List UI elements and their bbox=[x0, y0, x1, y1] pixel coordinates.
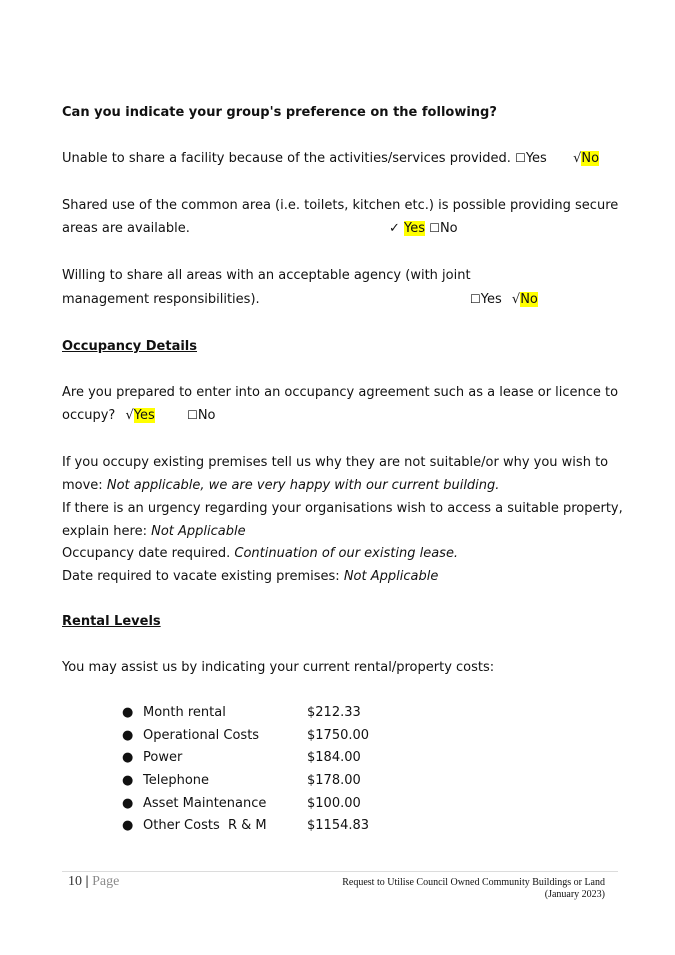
cost-value: $1154.83 bbox=[307, 818, 370, 834]
section-heading-rental: Rental Levels bbox=[62, 614, 161, 629]
footer-divider bbox=[62, 871, 618, 872]
existing-premises-line1: If you occupy existing premises tell us why they are not suitable/or why you wish to bbox=[62, 455, 609, 470]
cost-label: Power bbox=[143, 750, 183, 766]
question-occupancy-line2 bbox=[62, 404, 622, 427]
option-yes: Yes bbox=[525, 151, 547, 166]
footer-document-title: Request to Utilise Council Owned Community Buildings or Land bbox=[342, 877, 605, 888]
page-separator: | bbox=[85, 874, 89, 889]
question-text: Unable to share a facility because of the activities/services provided. bbox=[62, 151, 511, 166]
urgency-prefix: explain here: bbox=[62, 524, 147, 539]
checkmark-icon: ✓ bbox=[389, 221, 400, 236]
vacate-date bbox=[62, 565, 622, 588]
question-text: areas are available. bbox=[62, 221, 190, 236]
cost-value: $1750.00 bbox=[307, 727, 370, 743]
option-no: No bbox=[439, 221, 458, 236]
page-label: Page bbox=[92, 874, 120, 889]
bullet-icon: ● bbox=[122, 727, 134, 743]
bullet-icon: ● bbox=[122, 750, 134, 766]
checkmark-icon: √ bbox=[573, 151, 582, 166]
rental-intro: You may assist us by indicating your current rental/property costs: bbox=[62, 660, 495, 675]
checkbox-unchecked-icon[interactable]: ☐ bbox=[429, 221, 440, 235]
cost-value: $178.00 bbox=[307, 773, 361, 789]
cost-value: $184.00 bbox=[307, 750, 361, 766]
cost-label: Other Costs R & M bbox=[143, 818, 267, 834]
question-common-area-line2 bbox=[62, 217, 622, 240]
bullet-icon: ● bbox=[122, 705, 134, 720]
checkbox-unchecked-icon[interactable]: ☐ bbox=[515, 151, 526, 165]
bullet-icon: ● bbox=[122, 773, 134, 789]
checkbox-unchecked-icon[interactable]: ☐ bbox=[187, 408, 198, 422]
question-share-facility bbox=[62, 147, 622, 170]
option-no: No bbox=[197, 408, 216, 423]
checkmark-icon: √ bbox=[125, 408, 134, 423]
vacate-date-prefix: Date required to vacate existing premises: bbox=[62, 569, 340, 584]
occupancy-date-answer: Continuation of our existing lease. bbox=[234, 546, 459, 561]
question-occupancy-line1: Are you prepared to enter into an occupancy agreement such as a lease or licence to bbox=[62, 385, 619, 400]
section-heading-occupancy: Occupancy Details bbox=[62, 339, 198, 354]
cost-label: Asset Maintenance bbox=[143, 795, 267, 811]
cost-label: Month rental bbox=[143, 705, 226, 720]
section-heading-preference: Can you indicate your group's preference on the following? bbox=[62, 105, 497, 120]
vacate-date-answer: Not Applicable bbox=[343, 569, 439, 584]
cost-value: $100.00 bbox=[307, 795, 361, 811]
option-yes-selected: Yes bbox=[133, 408, 155, 423]
option-no-selected: No bbox=[520, 292, 538, 307]
checkmark-icon: √ bbox=[511, 292, 521, 307]
cost-value: $212.33 bbox=[307, 705, 361, 720]
urgency-line1: If there is an urgency regarding your organisations wish to access a suitable property, bbox=[62, 501, 623, 516]
urgency-answer: Not Applicable bbox=[151, 524, 246, 539]
cost-label: Telephone bbox=[143, 773, 210, 789]
footer-document-info bbox=[342, 877, 605, 901]
existing-premises-answer: Not applicable, we are very happy with our current building. bbox=[106, 478, 500, 493]
cost-label: Operational Costs bbox=[143, 727, 260, 743]
option-yes-selected: Yes bbox=[404, 221, 426, 236]
urgency-line2 bbox=[62, 520, 622, 543]
occupancy-date-prefix: Occupancy date required. bbox=[62, 546, 231, 561]
question-share-all-line2 bbox=[62, 288, 622, 311]
existing-premises-prefix: move: bbox=[62, 478, 103, 493]
checkbox-unchecked-icon[interactable]: ☐ bbox=[470, 292, 481, 306]
option-no-selected: No bbox=[581, 151, 600, 166]
question-common-area-line1: Shared use of the common area (i.e. toilets, kitchen etc.) is possible providing secure bbox=[62, 198, 619, 213]
existing-premises-line2 bbox=[62, 474, 622, 497]
bullet-icon: ● bbox=[122, 818, 134, 834]
question-share-all-line1: Willing to share all areas with an acceptable agency (with joint bbox=[62, 268, 471, 283]
question-text: occupy? bbox=[62, 408, 116, 423]
page-number-value: 10 bbox=[68, 874, 82, 889]
bullet-icon: ● bbox=[122, 795, 134, 811]
page-number bbox=[68, 873, 119, 891]
option-yes: Yes bbox=[480, 292, 502, 307]
footer-document-date: (January 2023) bbox=[544, 889, 605, 900]
question-text: management responsibilities). bbox=[62, 292, 260, 307]
occupancy-date bbox=[62, 542, 622, 565]
